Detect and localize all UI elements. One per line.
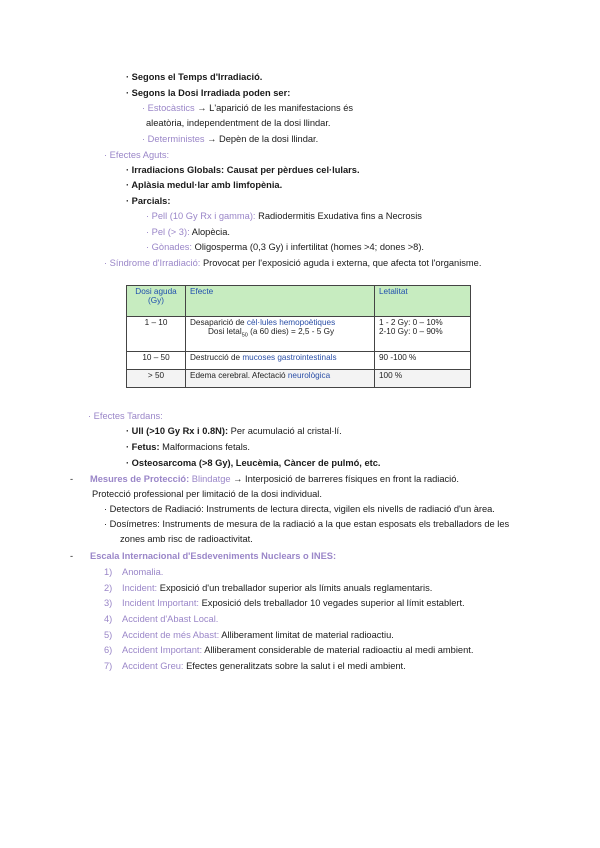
dose-effects-table bbox=[126, 285, 471, 388]
row3-keyword: neurològica bbox=[287, 371, 331, 381]
header-dose: Dosi aguda (Gy) bbox=[127, 286, 186, 317]
ines-item-3: 3) Incident Important: Exposició dels treballador 10 vegades superior al límit establert. bbox=[104, 598, 465, 608]
proteccio-label: Mesures de Protecció: bbox=[90, 474, 190, 484]
row2-dose: 10 – 50 bbox=[127, 352, 186, 370]
ines-dash: - bbox=[70, 551, 74, 561]
estocastics-item bbox=[142, 102, 353, 114]
ull-item bbox=[126, 425, 342, 437]
pel-text: Alopècia. bbox=[191, 227, 230, 237]
osteo-item: · Osteosarcoma (>8 Gy), Leucèmia, Càncer de pulmó, etc. bbox=[126, 458, 381, 468]
deterministes-item bbox=[142, 133, 318, 145]
estocastics-text: → L'aparició de les manifestacions és bbox=[197, 103, 354, 113]
tardans-heading: · Efectes Tardans: bbox=[88, 411, 163, 421]
dosimetres-cont: zones amb risc de radioactivitat. bbox=[120, 534, 253, 544]
blindatge-label: Blindatge bbox=[191, 474, 231, 484]
sindrome-item bbox=[104, 257, 481, 269]
dosimetres-item: · Dosímetres: Instruments de mesura de la radiació a la que estan esposats els treballadors de les bbox=[104, 519, 510, 529]
estocastics-text-cont: aleatòria, independentment de la dosi llindar. bbox=[146, 118, 331, 128]
header-lethality: Letalitat bbox=[375, 286, 471, 317]
ines-item-1: 1) Anomalia. bbox=[104, 567, 164, 577]
header-effect: Efecte bbox=[186, 286, 375, 317]
row3-dose: > 50 bbox=[127, 370, 186, 388]
fetus-text: Malformacions fetals. bbox=[162, 442, 251, 452]
row1-dose: 1 – 10 bbox=[127, 317, 186, 352]
ines-item-4: 4) Accident d'Abast Local. bbox=[104, 614, 219, 624]
fetus-label: · Fetus: bbox=[126, 442, 160, 452]
sindrome-label: · Síndrome d'Irradiació: bbox=[104, 258, 201, 268]
parcials-item: · Parcials: bbox=[126, 196, 171, 206]
ines-item-5: 5) Accident de més Abast: Alliberament limitat de material radioactiu. bbox=[104, 630, 394, 640]
ines-item-2: 2) Incident: Exposició d'un treballador superior als límits anuals reglamentaris. bbox=[104, 583, 433, 593]
proteccio-item bbox=[90, 473, 459, 485]
row1-effect: Desaparició de cèl·lules hemopoètiques Dosi letal$_{50}$ (a 60 dies) = 2,5 - 5 Gy bbox=[186, 317, 375, 352]
proteccio-dash: - bbox=[70, 474, 74, 484]
fetus-item bbox=[126, 441, 250, 453]
table-row bbox=[127, 352, 471, 370]
ines-heading: Escala Internacional d'Esdeveniments Nuclears o INES: bbox=[90, 551, 337, 561]
ines-item-6: 6) Accident Important: Alliberament considerable de material radioactiu al medi ambient. bbox=[104, 645, 474, 655]
row3-effect: Edema cerebral. Afectació neurològica bbox=[186, 370, 375, 388]
ines-item-7: 7) Accident Greu: Efectes generalitzats sobre la salut i el medi ambient. bbox=[104, 661, 406, 671]
gonades-label: · Gònades: bbox=[146, 242, 192, 252]
gonades-item bbox=[146, 241, 424, 253]
pell-label: · Pell (10 Gy Rx i gamma): bbox=[146, 211, 256, 221]
aguts-heading: · Efectes Aguts: bbox=[104, 150, 170, 160]
estocastics-label: · Estocàstics bbox=[142, 103, 195, 113]
aplasia-item: · Aplàsia medul·lar amb limfopènia. bbox=[126, 180, 283, 190]
proteccio-text: → Interposició de barreres físiques en front la radiació. bbox=[233, 474, 459, 484]
ull-label: · Ull (>10 Gy Rx i 0.8N): bbox=[126, 426, 229, 436]
pel-label: · Pel (> 3): bbox=[146, 227, 190, 237]
pell-item bbox=[146, 210, 422, 222]
deterministes-label: · Deterministes bbox=[142, 134, 205, 144]
row2-keyword: mucoses gastrointestinals bbox=[242, 353, 337, 363]
row3-lethality: 100 % bbox=[375, 370, 471, 388]
sindrome-text: Provocat per l'exposició aguda i externa, que afecta tot l'organisme. bbox=[202, 258, 482, 268]
proteccio-line2: Protecció professional per limitació de la dosi individual. bbox=[92, 489, 322, 499]
ull-text: Per acumulació al cristal·lí. bbox=[230, 426, 342, 436]
row1-lethality: 1 - 2 Gy: 0 – 10% 2-10 Gy: 0 – 90% bbox=[375, 317, 471, 352]
temps-item: · Segons el Temps d'Irradiació. bbox=[126, 72, 263, 82]
table-header-row bbox=[127, 286, 471, 317]
globals-item: · Irradiacions Globals: Causat per pèrdues cel·lulars. bbox=[126, 165, 360, 175]
dosi-item: · Segons la Dosi Irradiada poden ser: bbox=[126, 88, 291, 98]
pel-item bbox=[146, 226, 230, 238]
row1-keyword: cèl·lules hemopoètiques bbox=[246, 318, 336, 328]
gonades-text: Oligosperma (0,3 Gy) i infertilitat (homes >4; dones >8). bbox=[194, 242, 425, 252]
table-row bbox=[127, 370, 471, 388]
pell-text: Radiodermitis Exudativa fins a Necrosis bbox=[258, 211, 422, 221]
table-row bbox=[127, 317, 471, 352]
detectors-item: · Detectors de Radiació: Instruments de lectura directa, vigilen els nivells de radiació d'un àrea. bbox=[104, 504, 495, 514]
deterministes-text: → Depèn de la dosi llindar. bbox=[207, 134, 319, 144]
row2-effect: Destrucció de mucoses gastrointestinals bbox=[186, 352, 375, 370]
row2-lethality: 90 -100 % bbox=[375, 352, 471, 370]
